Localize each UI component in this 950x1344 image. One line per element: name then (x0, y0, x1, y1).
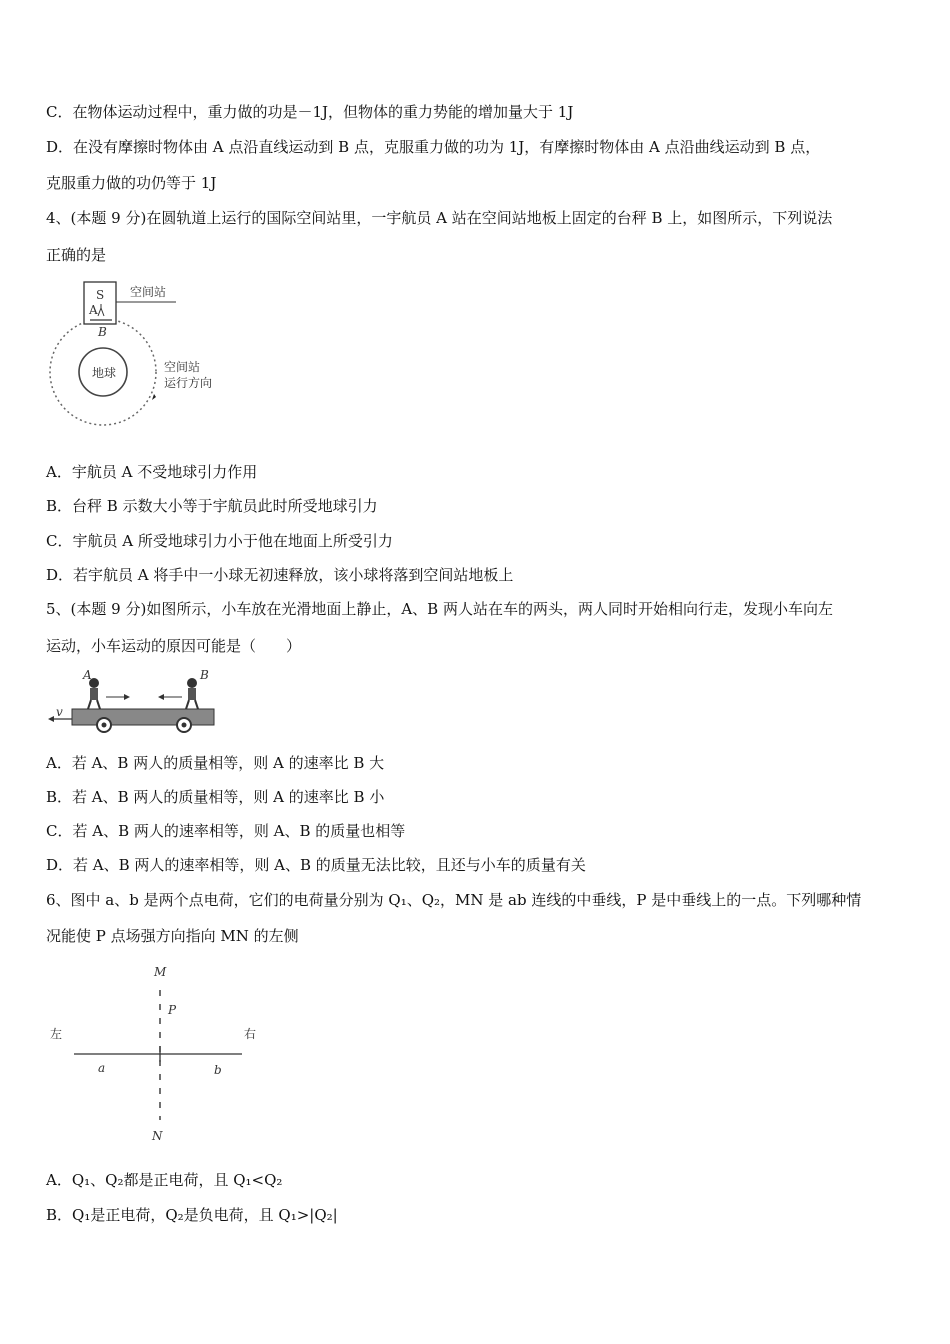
q4-stem-line2: 正确的是 (46, 246, 107, 264)
q4-option-c: C．宇航员 A 所受地球引力小于他在地面上所受引力 (46, 532, 393, 550)
q6-charge-figure (46, 958, 276, 1148)
q5-stem-line2: 运动，小车运动的原因可能是（ ） (46, 637, 302, 655)
person-a-body (90, 688, 98, 700)
cart-body (72, 709, 214, 725)
station-label: 空间站 (130, 285, 167, 299)
q5-cart-figure (46, 667, 221, 737)
person-a-legs (88, 700, 100, 709)
m-label: M (154, 965, 167, 979)
scale-b-label: B (98, 325, 107, 339)
s-label: S (96, 288, 105, 302)
q6-option-a: A．Q₁、Q₂都是正电荷，且 Q₁<Q₂ (46, 1171, 283, 1189)
q6-option-b: B．Q₁是正电荷，Q₂是负电荷，且 Q₁>|Q₂| (46, 1206, 338, 1224)
q6-stem-line2: 况能使 P 点场强方向指向 MN 的左侧 (46, 927, 299, 945)
q5-option-c: C．若 A、B 两人的速率相等，则 A、B 的质量也相等 (46, 822, 406, 840)
q5-option-a: A．若 A、B 两人的质量相等，则 A 的速率比 B 大 (46, 754, 385, 772)
q5-option-b: B．若 A、B 两人的质量相等，则 A 的速率比 B 小 (46, 788, 385, 806)
person-b-label: B (200, 668, 209, 682)
q5-option-d: D．若 A、B 两人的速率相等，则 A、B 的质量无法比较，且还与小车的质量有关 (46, 856, 586, 874)
q3-option-c: C．在物体运动过程中，重力做的功是－1J，但物体的重力势能的增加量大于 1J (46, 103, 574, 121)
direction-label-1: 空间站 (164, 360, 201, 374)
q3-option-d-line2: 克服重力做的功仍等于 1J (46, 174, 217, 192)
person-b-body (188, 688, 196, 700)
astronaut-a-label: A (89, 303, 98, 317)
left-label: 左 (50, 1027, 63, 1041)
velocity-label: v (56, 705, 63, 719)
q4-stem-line1: 4、(本题 9 分)在圆轨道上运行的国际空间站里，一宇航员 A 站在空间站地板上固定的台秤 B 上，如图所示，下列说法 (46, 209, 833, 227)
right-label: 右 (244, 1027, 257, 1041)
direction-label-2: 运行方向 (164, 376, 213, 390)
q5-stem-line1: 5、(本题 9 分)如图所示，小车放在光滑地面上静止，A、B 两人站在车的两头，两人同时开始相向行走，发现小车向左 (46, 600, 833, 618)
q4-option-d: D．若宇航员 A 将手中一小球无初速释放，该小球将落到空间站地板上 (46, 566, 514, 584)
charge-a-label: a (98, 1061, 106, 1075)
charge-b-label: b (214, 1063, 222, 1077)
direction-arrow-icon (152, 394, 156, 400)
q3-option-d-line1: D．在没有摩擦时物体由 A 点沿直线运动到 B 点，克服重力做的功为 1J，有摩擦时物体由 A 点沿曲线运动到 B 点， (46, 138, 821, 156)
q4-space-station-figure (46, 276, 246, 441)
n-label: N (152, 1129, 163, 1143)
q4-option-a: A．宇航员 A 不受地球引力作用 (46, 463, 258, 481)
person-b-head (187, 678, 197, 688)
q4-option-b: B．台秤 B 示数大小等于宇航员此时所受地球引力 (46, 497, 378, 515)
person-b-legs (186, 700, 198, 709)
p-label: P (168, 1003, 177, 1017)
earth-label: 地球 (92, 366, 117, 380)
q6-stem-line1: 6、图中 a、b 是两个点电荷，它们的电荷量分别为 Q₁、Q₂，MN 是 ab 连线的中垂线，P 是中垂线上的一点。下列哪种情 (46, 891, 862, 909)
person-a-label: A (83, 668, 92, 682)
